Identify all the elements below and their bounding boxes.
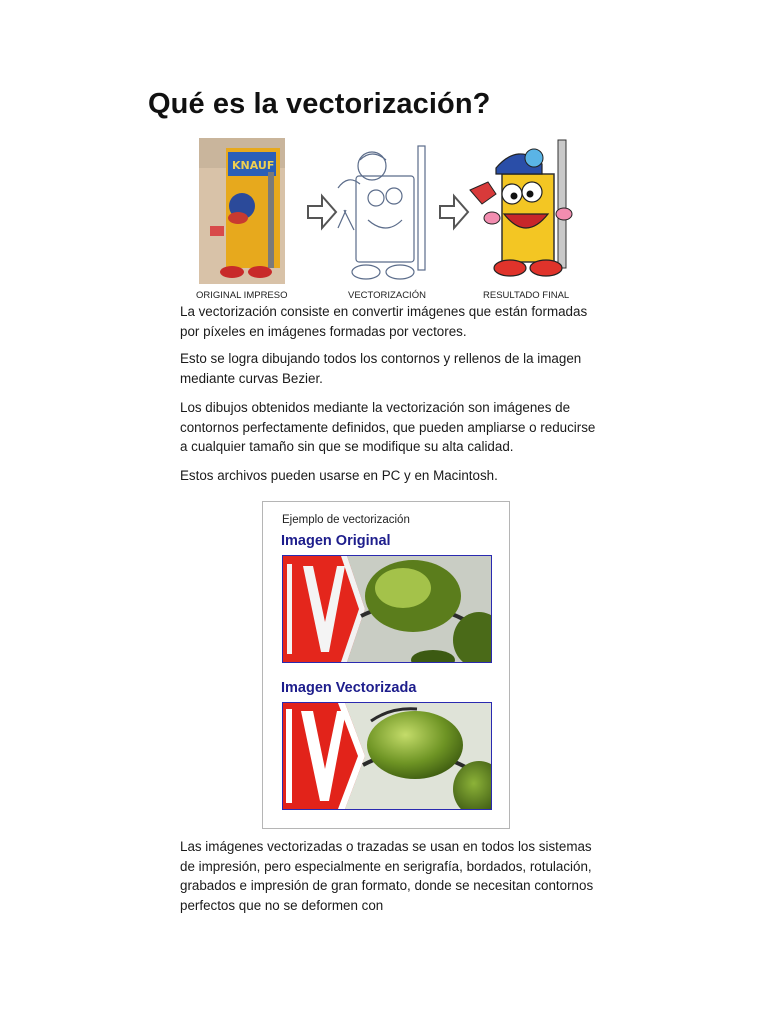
paragraph-bezier: Esto se logra dibujando todos los contornos y rellenos de la imagen mediante curvas Bezier.	[180, 351, 582, 386]
original-printed-image	[199, 138, 285, 284]
process-illustration	[196, 136, 576, 286]
vectorization-process-figure	[196, 136, 576, 304]
paragraph-quality: Los dibujos obtenidos mediante la vectorización son imágenes de contornos perfectamente definidos, que pueden ampliarse o reducirse a cualquier tamaño sin que se modifique su alta calidad.	[180, 400, 596, 454]
arrow-right-icon	[440, 196, 468, 228]
vectorized-image	[282, 702, 492, 810]
page-title: Qué es la vectorización?	[148, 88, 491, 120]
paragraph-definition: La vectorización consiste en convertir imágenes que están formadas por píxeles en imágenes formadas por vectores.	[180, 304, 588, 339]
label-final-result: RESULTADO FINAL	[483, 290, 570, 301]
paragraph-platforms: Estos archivos pueden usarse en PC y en Macintosh.	[180, 468, 498, 483]
svg-text:KNAUF: KNAUF	[232, 159, 275, 172]
vectorization-example-figure	[262, 501, 510, 829]
original-image-heading: Imagen Original	[281, 533, 391, 549]
label-vectorization: VECTORIZACIÓN	[348, 290, 426, 301]
arrow-right-icon	[308, 196, 336, 228]
paragraph-uses: Las imágenes vectorizadas o trazadas se usan en todos los sistemas de impresión, pero especialmente en serigrafía, bordados, rotulación, grabados e impresión de gran formato, donde se necesitan contornos perfectos que no se deformen con	[180, 839, 594, 913]
vectorized-image-heading: Imagen Vectorizada	[281, 680, 417, 696]
final-result-image	[470, 140, 572, 276]
original-pixel-image	[282, 555, 492, 663]
example-caption: Ejemplo de vectorización	[282, 514, 410, 526]
label-original-printed: ORIGINAL IMPRESO	[196, 290, 288, 301]
vectorization-line-art	[338, 146, 425, 279]
